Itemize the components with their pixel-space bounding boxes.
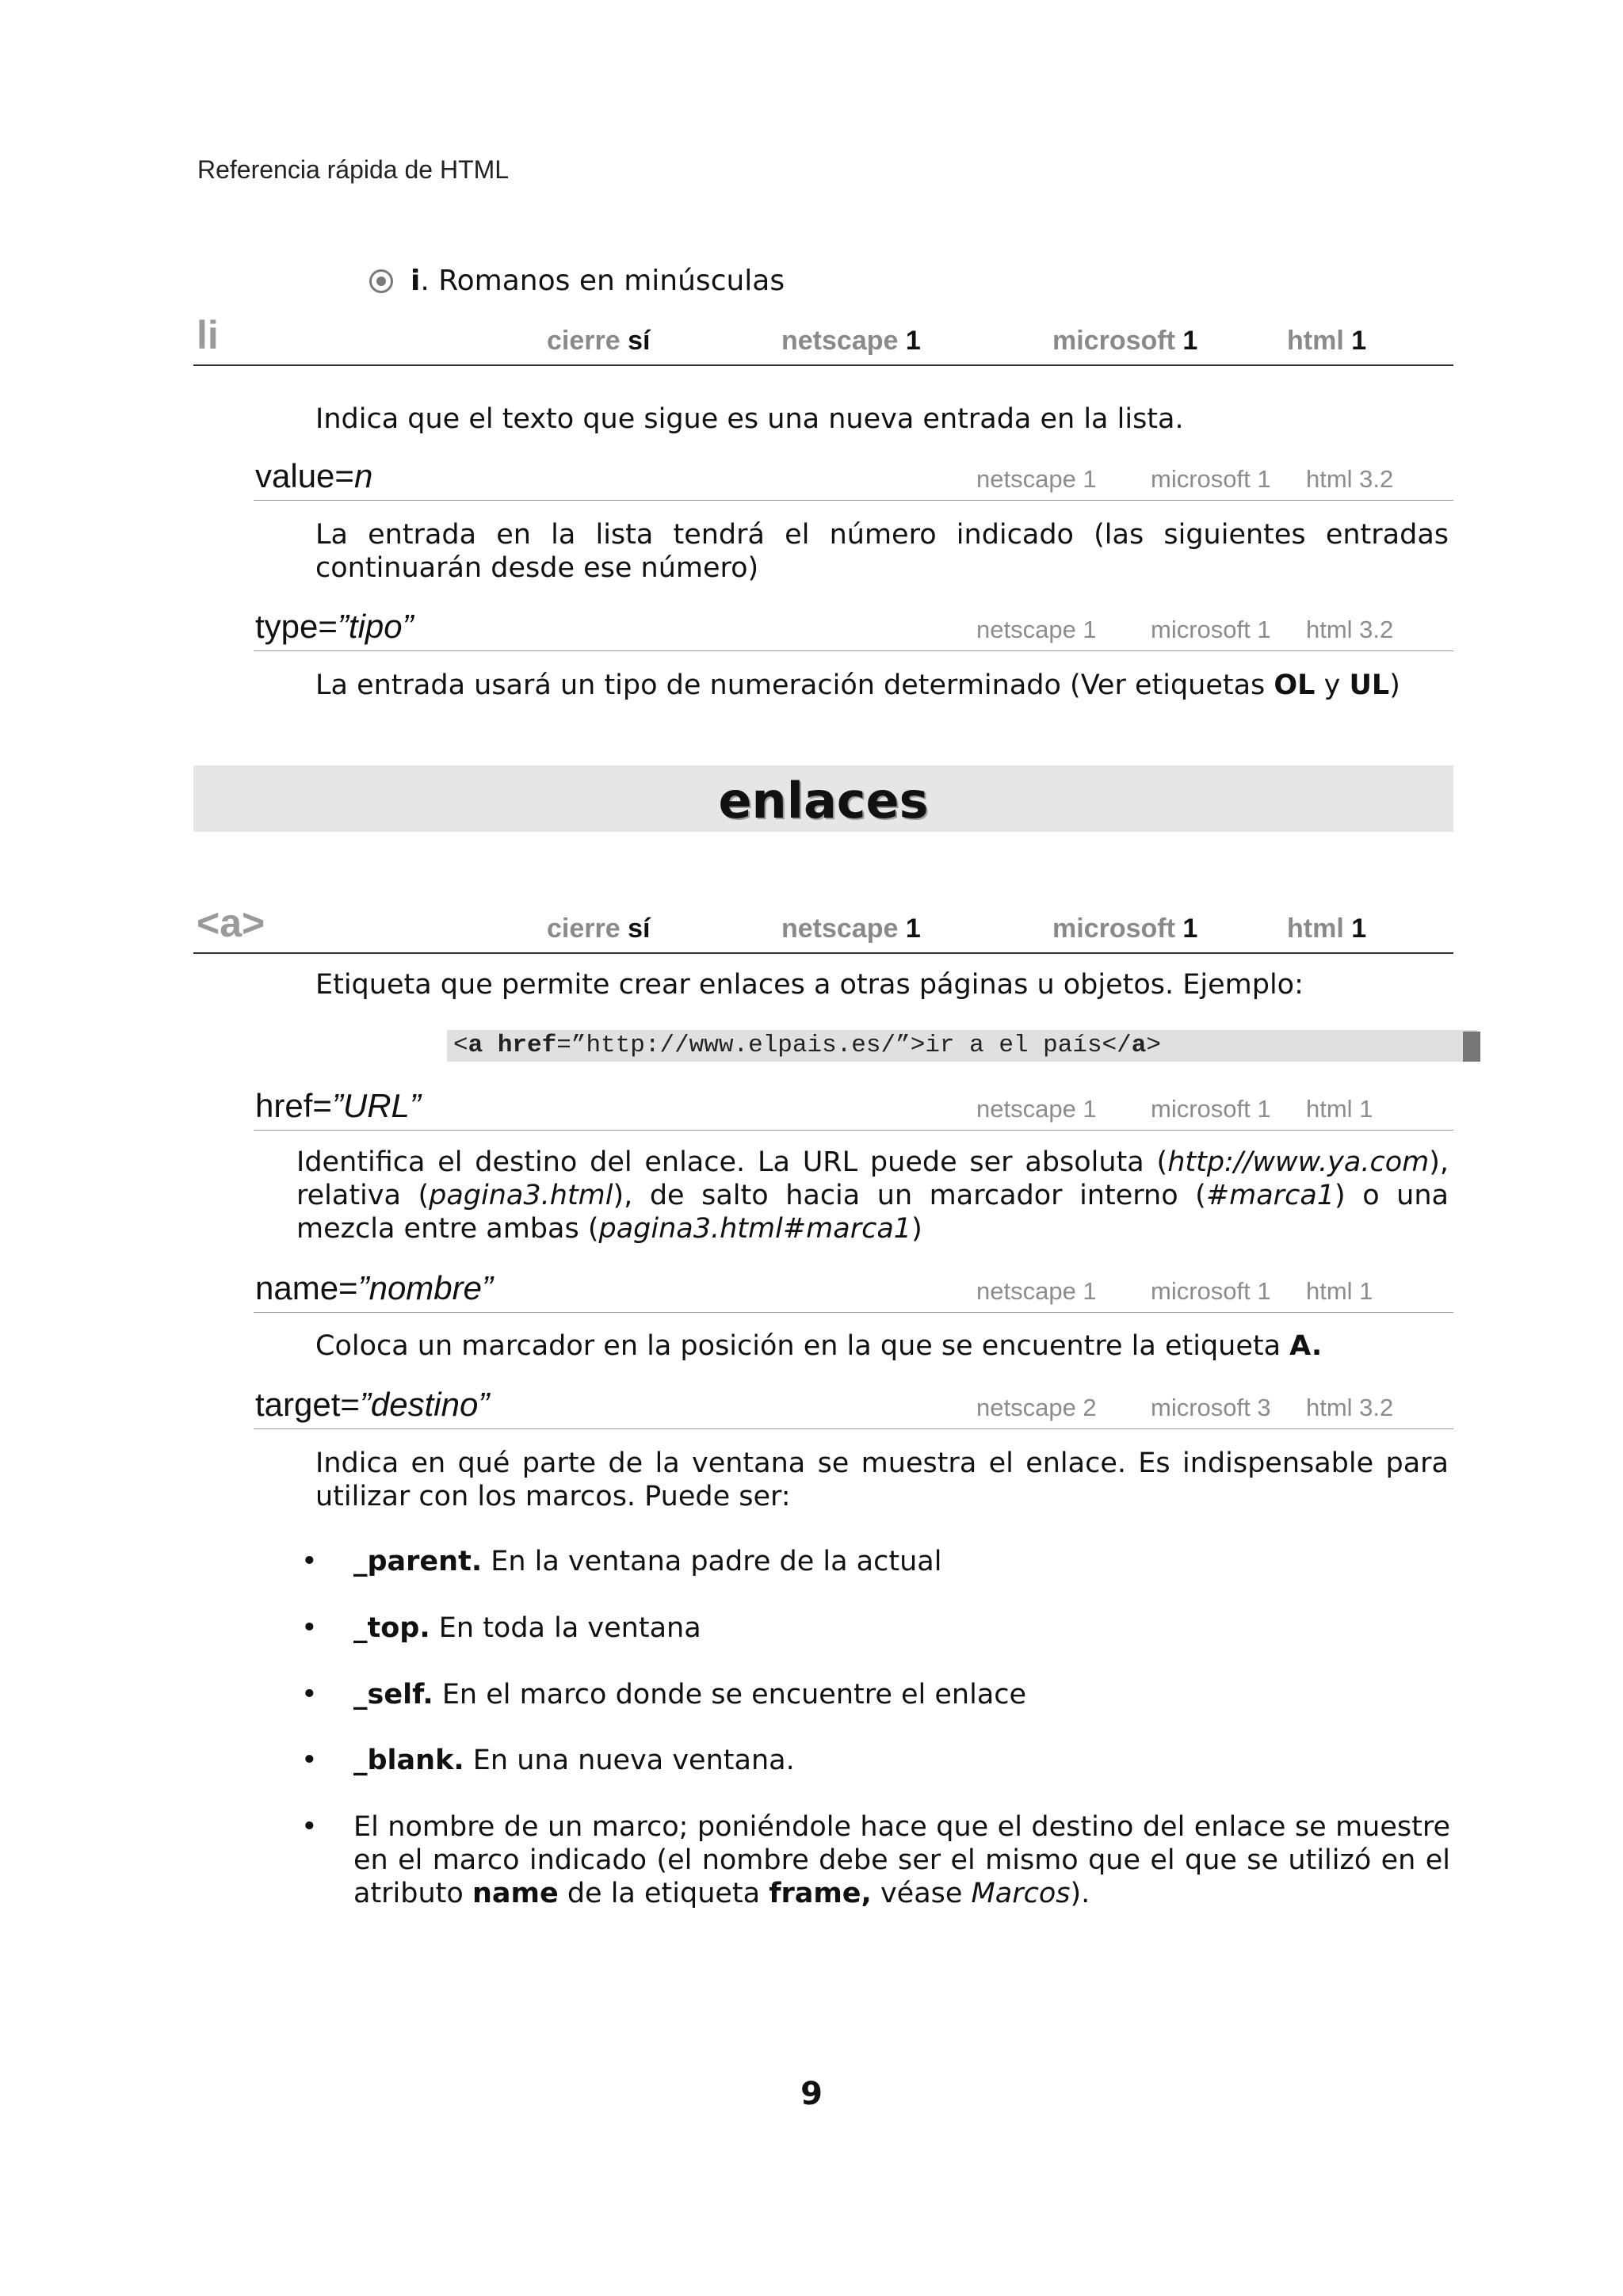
attr-netscape: netscape 1	[976, 465, 1097, 493]
list-item: • _self. En el marco donde se encuentre el enlace	[301, 1679, 1027, 1711]
tag-name: li	[197, 313, 219, 357]
attribute-header-value	[254, 456, 1453, 501]
tag-name: <a>	[197, 901, 265, 945]
attr-netscape: netscape 1	[976, 1277, 1097, 1305]
list-type-option	[369, 265, 785, 297]
attribute-name: target=”destino”	[255, 1386, 490, 1423]
bullet-icon: •	[301, 1612, 318, 1644]
running-header: Referencia rápida de HTML	[197, 155, 510, 184]
list-item: • El nombre de un marco; poniéndole hace que el destino del enlace se muestre en el marco indicado (el nombre debe ser el mismo que el que se utilizó en el atributo name de la etiqueta frame, véase Marcos).	[301, 1811, 1450, 1909]
attribute-description: La entrada usará un tipo de numeración determinado (Ver etiquetas OL y UL)	[315, 669, 1400, 701]
list-item: • _blank. En una nueva ventana.	[301, 1745, 795, 1776]
attr-netscape: netscape 1	[976, 1095, 1097, 1123]
attr-netscape: netscape 1	[976, 616, 1097, 643]
tag-header-a	[193, 901, 1453, 954]
attr-html-version: html 3.2	[1306, 616, 1394, 643]
attr-html-version: html 3.2	[1306, 1394, 1394, 1421]
attribute-description: Identifica el destino del enlace. La URL puede ser absoluta (http://www.ya.com), relativa (pagina3.html), de salto hacia un marcador interno (#marca1) o una mezcla entre ambas (pagina3.html#marca1)	[296, 1146, 1449, 1245]
section-title: enlaces	[718, 772, 929, 830]
tag-closing: cierre sí	[547, 913, 651, 944]
tag-microsoft: microsoft 1	[1052, 913, 1198, 944]
attribute-description: Coloca un marcador en la posición en la que se encuentre la etiqueta A.	[315, 1330, 1323, 1362]
list-type-text	[411, 265, 785, 297]
attr-microsoft: microsoft 1	[1151, 1095, 1271, 1123]
attr-html-version: html 1	[1306, 1277, 1373, 1305]
tag-header-li	[193, 313, 1453, 366]
bullet-icon: •	[301, 1546, 318, 1577]
tag-microsoft: microsoft 1	[1052, 326, 1198, 356]
attr-microsoft: microsoft 1	[1151, 1277, 1271, 1305]
attribute-name: type=”tipo”	[255, 608, 414, 645]
attr-microsoft: microsoft 1	[1151, 465, 1271, 493]
attribute-description: La entrada en la lista tendrá el número indicado (las siguientes entradas continuarán desde ese número)	[315, 519, 1449, 584]
tag-html-version: html 1	[1287, 326, 1367, 356]
attribute-header-target	[254, 1384, 1453, 1429]
list-item: • _top. En toda la ventana	[301, 1612, 701, 1644]
attr-netscape: netscape 2	[976, 1394, 1097, 1421]
attr-microsoft: microsoft 3	[1151, 1394, 1271, 1421]
attribute-name: href=”URL”	[255, 1087, 421, 1124]
section-band	[193, 765, 1453, 832]
code-example: <a href=”http://www.elpais.es/”>ir a el país</a>	[447, 1030, 1477, 1062]
bullet-icon: •	[301, 1811, 318, 1843]
attribute-header-type	[254, 606, 1453, 651]
tag-description: Etiqueta que permite crear enlaces a otras páginas u objetos. Ejemplo:	[315, 969, 1304, 1001]
radio-bullet-icon	[369, 269, 393, 293]
attr-microsoft: microsoft 1	[1151, 616, 1271, 643]
bullet-icon: •	[301, 1679, 318, 1711]
tag-description: Indica que el texto que sigue es una nueva entrada en la lista.	[315, 403, 1184, 435]
list-type-label: . Romanos en minúsculas	[420, 265, 785, 297]
list-item: • _parent. En la ventana padre de la actual	[301, 1546, 942, 1577]
attribute-header-href	[254, 1085, 1453, 1131]
tag-netscape: netscape 1	[781, 326, 921, 356]
tag-netscape: netscape 1	[781, 913, 921, 944]
tag-closing: cierre sí	[547, 326, 651, 356]
attr-html-version: html 1	[1306, 1095, 1373, 1123]
attr-html-version: html 3.2	[1306, 465, 1394, 493]
list-type-marker: i	[411, 265, 421, 297]
bullet-icon: •	[301, 1745, 318, 1776]
tag-html-version: html 1	[1287, 913, 1367, 944]
attribute-description: Indica en qué parte de la ventana se muestra el enlace. Es indispensable para utilizar con los marcos. Puede ser:	[315, 1447, 1449, 1512]
attribute-header-name	[254, 1268, 1453, 1313]
page-number: 9	[800, 2076, 823, 2112]
attribute-name: name=”nombre”	[255, 1269, 493, 1306]
code-block-marker	[1463, 1032, 1480, 1062]
attribute-name: value=n	[255, 457, 373, 494]
